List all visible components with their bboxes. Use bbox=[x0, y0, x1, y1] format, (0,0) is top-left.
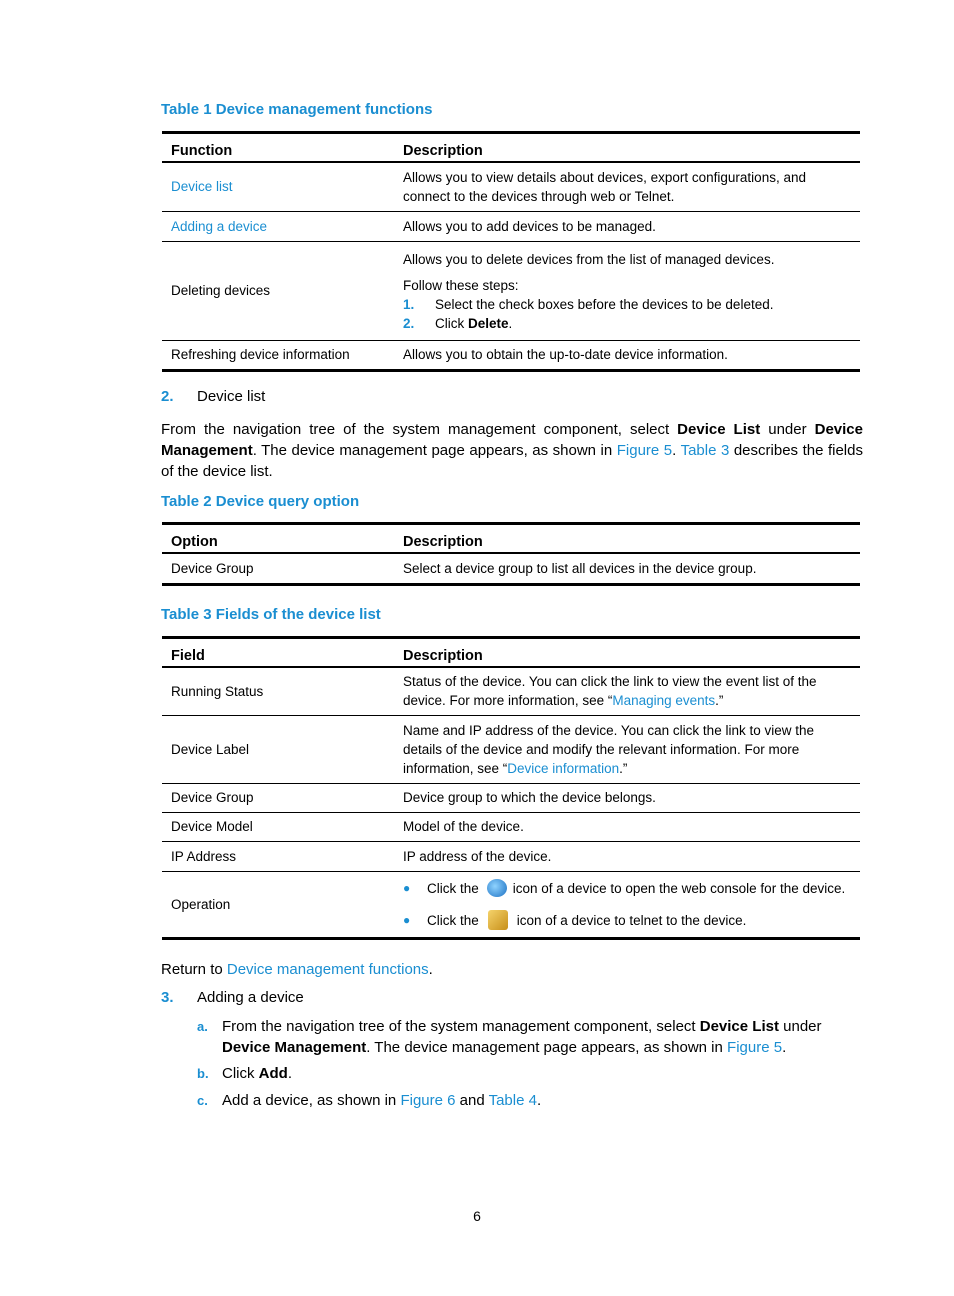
table3 bbox=[162, 636, 860, 940]
section-title: Adding a device bbox=[197, 989, 304, 1006]
table-row bbox=[162, 871, 860, 938]
substep-b bbox=[197, 1065, 292, 1082]
table1-header-description: Description bbox=[394, 133, 860, 163]
substep-label: b. bbox=[197, 1066, 209, 1081]
table-row bbox=[162, 162, 860, 211]
text: icon of a device to open the web console for the device. bbox=[512, 880, 846, 896]
table-cell: Device Label bbox=[162, 715, 394, 783]
section-number: 2. bbox=[161, 388, 174, 405]
text: Return to bbox=[161, 961, 227, 978]
table2-header-description: Description bbox=[394, 524, 860, 554]
table3-link[interactable]: Table 3 bbox=[680, 442, 730, 459]
table-cell: IP address of the device. bbox=[394, 841, 860, 871]
bullet-item bbox=[403, 872, 851, 904]
text: . bbox=[536, 1092, 542, 1109]
table-cell: Running Status bbox=[162, 667, 394, 715]
table2-caption: Table 2 Device query option bbox=[161, 493, 360, 510]
step-number: 1. bbox=[403, 296, 415, 312]
table-row bbox=[162, 783, 860, 812]
table2-header-option: Option bbox=[162, 524, 394, 554]
substep-a bbox=[197, 1016, 863, 1058]
text: From the navigation tree of the system management component, select bbox=[222, 1018, 700, 1035]
table3-header-description: Description bbox=[394, 638, 860, 668]
managing-events-link[interactable]: Managing events bbox=[612, 693, 716, 709]
table-cell: IP Address bbox=[162, 841, 394, 871]
table-cell bbox=[394, 871, 860, 938]
bold-text: Add bbox=[258, 1065, 288, 1082]
list-item bbox=[403, 295, 851, 314]
text: . bbox=[782, 1039, 787, 1056]
table1 bbox=[162, 131, 860, 372]
table-row bbox=[162, 715, 860, 783]
section-heading bbox=[161, 989, 304, 1006]
table-cell: Device group to which the device belongs. bbox=[394, 783, 860, 812]
substep-text bbox=[222, 1016, 863, 1058]
table-cell: Deleting devices bbox=[162, 241, 394, 340]
table-cell: Allows you to view details about devices, export configurations, and connect to the devices through web or Telnet. bbox=[394, 162, 860, 211]
table4-link[interactable]: Table 4 bbox=[488, 1092, 537, 1109]
table-row bbox=[162, 812, 860, 841]
table-cell: Operation bbox=[162, 871, 394, 938]
table-cell bbox=[394, 241, 860, 340]
bold-text: Device List bbox=[699, 1018, 779, 1035]
bullet-icon: ● bbox=[403, 880, 411, 895]
bullet-item bbox=[403, 904, 851, 936]
figure6-link[interactable]: Figure 6 bbox=[400, 1092, 456, 1109]
text: . bbox=[287, 1065, 293, 1082]
cell-text: Allows you to delete devices from the list of managed devices. bbox=[403, 251, 775, 267]
table-cell: Refreshing device information bbox=[162, 340, 394, 370]
text: Click bbox=[222, 1065, 259, 1082]
bullet-icon: ● bbox=[403, 912, 411, 927]
section-heading bbox=[161, 388, 265, 405]
step-text-bold: Delete bbox=[468, 315, 509, 331]
cell-text: Follow these steps: bbox=[403, 277, 519, 293]
table-row bbox=[162, 841, 860, 871]
text: under bbox=[778, 1018, 822, 1035]
table-cell: Allows you to obtain the up-to-date device information. bbox=[394, 340, 860, 370]
table-cell: Model of the device. bbox=[394, 812, 860, 841]
device-list-link[interactable]: Device list bbox=[162, 162, 394, 211]
table2 bbox=[162, 522, 860, 586]
substep-c bbox=[197, 1092, 541, 1109]
text: Click the bbox=[427, 912, 479, 928]
web-console-icon bbox=[487, 879, 507, 897]
figure5-link[interactable]: Figure 5 bbox=[616, 442, 673, 459]
table-row bbox=[162, 211, 860, 241]
text: . The device management page appears, as shown in bbox=[252, 442, 617, 459]
step-text: Select the check boxes before the devices to be deleted. bbox=[435, 296, 774, 312]
text: . bbox=[428, 961, 433, 978]
text: describes the fields of the device list. bbox=[161, 442, 863, 480]
text: .” bbox=[715, 693, 724, 709]
step-number: 2. bbox=[403, 315, 415, 331]
table-cell: Select a device group to list all devices in the device group. bbox=[394, 553, 860, 584]
table3-caption: Table 3 Fields of the device list bbox=[161, 606, 381, 623]
figure5-link[interactable]: Figure 5 bbox=[727, 1039, 783, 1056]
text: Status of the device. You can click the link to view the event list of the device. For more information, see “ bbox=[403, 674, 817, 709]
section-title: Device list bbox=[197, 388, 266, 405]
return-line bbox=[161, 961, 433, 978]
text: and bbox=[455, 1092, 489, 1109]
bold-text: Device Management bbox=[222, 1039, 367, 1056]
table-cell bbox=[394, 715, 860, 783]
table-cell: Device Group bbox=[162, 553, 394, 584]
table1-header-function: Function bbox=[162, 133, 394, 163]
step-text-pre: Click bbox=[435, 315, 468, 331]
text: . The device management page appears, as shown in bbox=[366, 1039, 728, 1056]
step-text-post: . bbox=[508, 315, 513, 331]
text: .” bbox=[619, 760, 628, 776]
bold-text: Device Management bbox=[161, 421, 863, 459]
table-cell: Allows you to add devices to be managed. bbox=[394, 211, 860, 241]
paragraph bbox=[161, 419, 863, 482]
table-row bbox=[162, 241, 860, 340]
table-row bbox=[162, 667, 860, 715]
device-information-link[interactable]: Device information bbox=[507, 760, 620, 776]
text: . bbox=[672, 442, 681, 459]
text: Click the bbox=[427, 880, 479, 896]
table-cell: Device Model bbox=[162, 812, 394, 841]
table-cell: Device Group bbox=[162, 783, 394, 812]
text: Name and IP address of the device. You can click the link to view the details of the device and modify the relevant information. For more information, see “ bbox=[403, 722, 814, 776]
page-number: 6 bbox=[473, 1208, 481, 1224]
table3-header-field: Field bbox=[162, 638, 394, 668]
step-text bbox=[435, 314, 512, 333]
substep-label: c. bbox=[197, 1093, 208, 1108]
text: From the navigation tree of the system management component, select bbox=[161, 421, 678, 438]
table1-caption: Table 1 Device management functions bbox=[161, 101, 433, 118]
steps-list bbox=[403, 295, 851, 333]
substep-label: a. bbox=[197, 1019, 208, 1034]
text: under bbox=[760, 421, 815, 438]
table-cell bbox=[394, 667, 860, 715]
bold-text: Device List bbox=[677, 421, 761, 438]
text: Add a device, as shown in bbox=[222, 1092, 401, 1109]
section-number: 3. bbox=[161, 989, 174, 1006]
device-management-functions-link[interactable]: Device management functions bbox=[226, 961, 429, 978]
table-row bbox=[162, 340, 860, 370]
text: icon of a device to telnet to the device. bbox=[516, 912, 747, 928]
list-item bbox=[403, 314, 851, 333]
telnet-icon bbox=[488, 910, 508, 930]
table-row bbox=[162, 553, 860, 584]
adding-device-link[interactable]: Adding a device bbox=[162, 211, 394, 241]
